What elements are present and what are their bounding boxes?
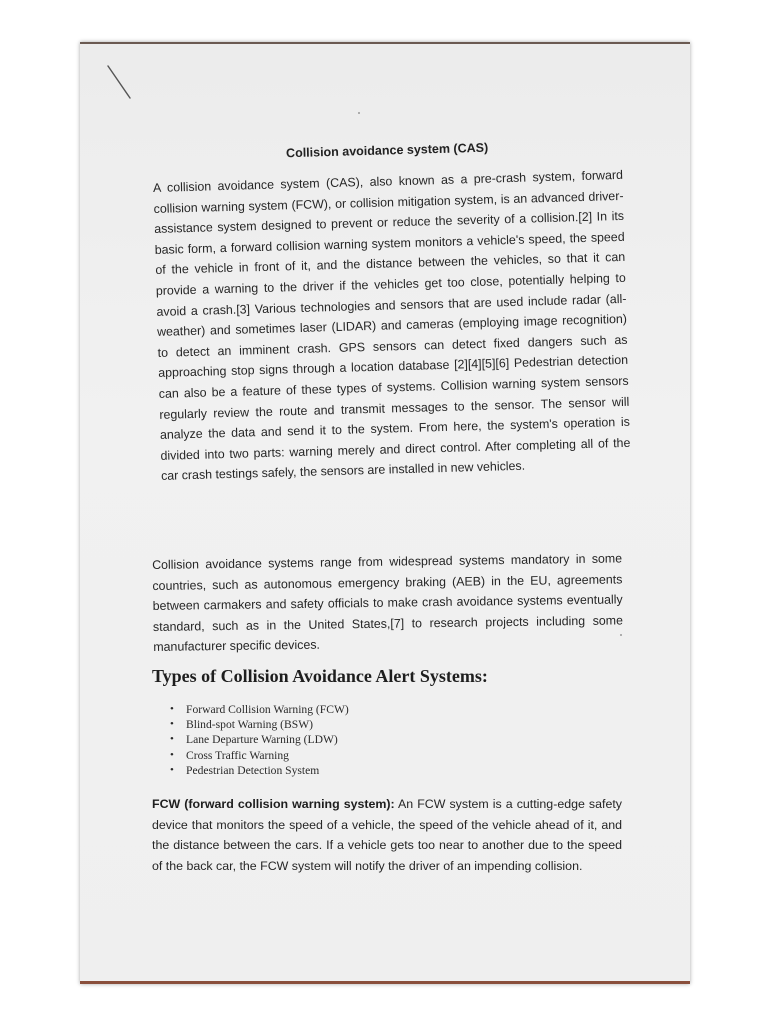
list-item: • Pedestrian Detection System [166,763,566,778]
first-section [152,137,631,487]
pen-stroke-mark [106,64,134,102]
paragraph-fcw [152,794,622,876]
paper-speck [358,112,360,114]
list-item: • Blind-spot Warning (BSW) [166,717,566,732]
paragraph-systems-range-wrapper [152,551,624,658]
list-item: • Lane Departure Warning (LDW) [166,732,566,747]
paper-sheet [80,42,690,984]
document-title: Collision avoidance system (CAS) [285,140,489,161]
fcw-description: An FCW system is a cutting-edge safety device that monitors the speed of a vehicle, the speed of the vehicle ahead of it, and the distance between the cars. If a vehicle gets too near to another due to the speed of the back car, the FCW system will notify the driver of an impending collision. [152,797,622,873]
section-heading-types: Types of Collision Avoidance Alert Systems: [152,666,488,686]
list-item: • Forward Collision Warning (FCW) [166,702,566,717]
list-item: • Cross Traffic Warning [166,748,566,763]
paragraph-intro: A collision avoidance system (CAS), also known as a pre-crash system, forward collision warning system (FCW), or collision mitigation system, is an advanced driver-assistance system designed to prevent or reduce the severity of a collision.[2] In its basic form, a forward collision warning system monitors a vehicle's speed, the speed of the vehicle in front of it, and the distance between the vehicles, so that it can provide a warning to the driver if the vehicles get too close, potentially helping to avoid a crash.[3] Various technologies and sensors that are used include radar (all-weather) and sometimes laser (LIDAR) and cameras (employing image recognition) to detect an imminent crash. GPS sensors can detect fixed dangers such as approaching stop signs through a location database [2][4][5][6] Pedestrian detection can also be a feature of these types of systems. Collision warning system sensors regularly review the route and transmit messages to the sensor. The sensor will analyze the data and send it to the system. From here, the system's operation is divided into two parts: warning merely and direct control. After completing all of the car crash testings safely, the sensors are installed in new vehicles. [152,167,631,484]
document-body [152,140,631,873]
paragraph-systems-range: Collision avoidance systems range from widespread systems mandatory in some countries, such as autonomous emergency braking (AEB) in the EU, agreements between carmakers and safety officials to make crash avoidance systems eventually standard, such as in the United States,[7] to research projects including some manufacturer specific devices. [152,551,624,655]
fcw-term: FCW (forward collision warning system): [152,797,395,811]
types-bullet-list [166,702,566,778]
